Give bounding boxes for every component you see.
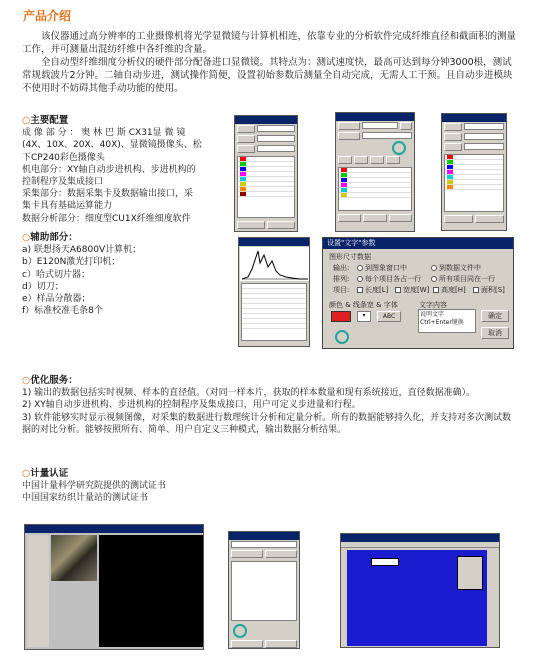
config-line: (4X、10X、20X、40X)、显微镜摄像头、松 xyxy=(22,140,202,151)
services-section xyxy=(22,375,518,436)
config-line: 机电部分：XY轴自动步进机构、步进机构的 xyxy=(22,164,196,175)
sort-option-each-line[interactable]: 每个项目各占一行 xyxy=(357,274,421,284)
logo-icon xyxy=(335,330,349,344)
screenshot-titlebar xyxy=(341,534,499,542)
screenshot-titlebar xyxy=(442,114,506,122)
toolbar xyxy=(341,542,500,548)
screenshot-titlebar xyxy=(336,113,414,121)
items-label: 项目: xyxy=(333,286,350,294)
config-line: 集卡具有基础运算能力 xyxy=(22,201,113,212)
ok-button[interactable]: 确定 xyxy=(481,310,509,322)
aux-item: c）哈式切片器； xyxy=(22,269,90,280)
software-screenshot-2 xyxy=(335,112,415,232)
intro-paragraph-1: 该仪器通过高分辨率的工业摄像机将光学显微镜与计算机相连，依靠专业的分析软件完成纤维直径和截面积的测量工作，并可测量出混纺纤维中各纤维的含量。 xyxy=(22,31,517,55)
aux-item: d）切刀； xyxy=(22,281,64,292)
config-line: 控制程序及集成接口 xyxy=(22,177,104,188)
service-item: 2) XY轴自动步进机构、步进机构的控制程序及集成接口，用户可定义步进量和行程。 xyxy=(22,400,361,411)
fiber-image xyxy=(51,535,97,581)
dialog-group-label: 图形尺寸数据 xyxy=(329,253,371,261)
config-line: 数据分析部分：细度型CU1X纤维细度软件 xyxy=(22,213,191,224)
sort-option-one-line[interactable]: 所有项目同在一行 xyxy=(431,274,495,284)
font-button[interactable]: ABC xyxy=(377,311,401,322)
circle-bullet-icon: ○ xyxy=(22,232,31,243)
certification-heading: ○计量认证 xyxy=(22,468,69,479)
text-settings-dialog xyxy=(322,237,514,349)
radio-icon xyxy=(357,265,363,271)
radio-icon xyxy=(431,276,437,282)
histogram-table xyxy=(241,283,307,341)
item-area-checkbox[interactable]: 面积[S] xyxy=(473,285,505,295)
config-line: 成 像 部 分 ： 奥 林 巴 斯 CX31显 微 镜 xyxy=(22,128,186,139)
item-height-checkbox[interactable]: 高度[H] xyxy=(433,285,466,295)
service-item: 3) 软件能够实时显示视频图像，对采集的数据进行数理统计分析和定量分析。所有的数据能够持久化，并支持对多次测试数据的对比分析。能够按照所有、简单、用户自定义三种模式，输出数据分析结果。 xyxy=(22,412,512,435)
intro-paragraph-2: 全自动型纤维细度分析仪的硬件部分配备进口显微镜。其特点为：测试速度快，最高可达到每分钟3000根，测试常规载波片2分钟。二轴自动步进，测试操作简便，设置初始参数后测量全自动完成，无需人工干预。且自动步进模块不使用时不妨碍其他手动功能的使用。 xyxy=(22,57,513,94)
screenshot-titlebar xyxy=(235,116,297,124)
circle-bullet-icon: ○ xyxy=(22,468,31,479)
certification-section xyxy=(22,468,322,505)
aux-item: b）E120N激光打印机； xyxy=(22,257,121,268)
section-title: 产品介绍 xyxy=(23,9,72,23)
cert-item: 中国国家纺织计量站的测试证书 xyxy=(22,493,149,504)
data-list-screenshot xyxy=(228,531,300,649)
checkbox-icon xyxy=(395,287,401,293)
config-line: 采集部分：数据采集卡及数据输出接口，采 xyxy=(22,189,194,200)
circle-bullet-icon: ○ xyxy=(22,115,31,126)
screenshot-titlebar xyxy=(25,525,203,533)
cancel-button[interactable]: 取消 xyxy=(481,327,509,339)
item-length-checkbox[interactable]: 长度[L] xyxy=(357,285,388,295)
text-content-input[interactable]: 说明文字 Ctrl+Enter键换 xyxy=(418,309,476,333)
aux-item: e）样品分散器； xyxy=(22,294,91,305)
checkbox-icon xyxy=(433,287,439,293)
histogram-chart xyxy=(240,247,310,281)
callout-box xyxy=(371,558,399,566)
software-screenshot-3 xyxy=(441,113,507,231)
checkbox-icon xyxy=(357,287,363,293)
data-list xyxy=(231,561,297,621)
color-label: 颜色 & 线条宽 & 字体 xyxy=(329,301,398,309)
logo-icon xyxy=(392,141,406,155)
main-config-section xyxy=(22,115,222,225)
checkbox-icon xyxy=(473,287,479,293)
service-item: 1) 输出的数据包括实时视频、样本的直径值。（对同一样本片，获取的样本数量和现有系统接近，直径数据准确）。 xyxy=(22,388,476,399)
aux-heading: ○辅助部分： xyxy=(22,232,78,243)
floating-panel xyxy=(457,556,483,590)
config-line: 下CP240彩色摄像头 xyxy=(22,152,105,163)
aux-item: f）标准校准毛条8个 xyxy=(22,306,103,317)
output-option-window[interactable]: 到图象窗口中 xyxy=(357,263,407,273)
circle-bullet-icon: ○ xyxy=(22,375,31,386)
analysis-screenshot xyxy=(340,533,500,648)
aux-item: a) 联想扬天A6800V计算机； xyxy=(22,245,142,256)
video-capture-screenshot xyxy=(24,524,204,650)
logo-icon xyxy=(233,624,247,638)
aux-parts-section xyxy=(22,232,222,317)
radio-icon xyxy=(431,265,437,271)
left-toolbar xyxy=(27,535,49,647)
main-config-heading: ○主要配置 xyxy=(22,115,69,126)
right-toolbar xyxy=(487,550,500,646)
histogram-screenshot xyxy=(238,237,310,347)
cert-item: 中国计量科学研究院提供的测试证书 xyxy=(22,481,167,492)
software-screenshot-1 xyxy=(234,115,298,232)
color-swatch[interactable] xyxy=(331,311,351,322)
sort-label: 排列: xyxy=(333,275,350,283)
screenshot-titlebar xyxy=(229,532,299,540)
video-view xyxy=(99,535,203,647)
result-grid xyxy=(444,154,504,212)
line-width-select[interactable]: ▾ xyxy=(357,311,371,322)
result-grid xyxy=(237,156,295,218)
services-heading: ○优化服务： xyxy=(22,375,78,386)
screenshot-titlebar xyxy=(239,238,309,246)
radio-icon xyxy=(357,276,363,282)
result-grid xyxy=(338,167,412,211)
text-content-label: 文字内容 xyxy=(419,301,447,309)
output-label: 输出: xyxy=(333,264,350,272)
dialog-title: 设置"文字"参数 xyxy=(323,238,513,249)
output-option-file[interactable]: 到数据文件中 xyxy=(431,263,481,273)
item-width-checkbox[interactable]: 宽度[W] xyxy=(395,285,429,295)
